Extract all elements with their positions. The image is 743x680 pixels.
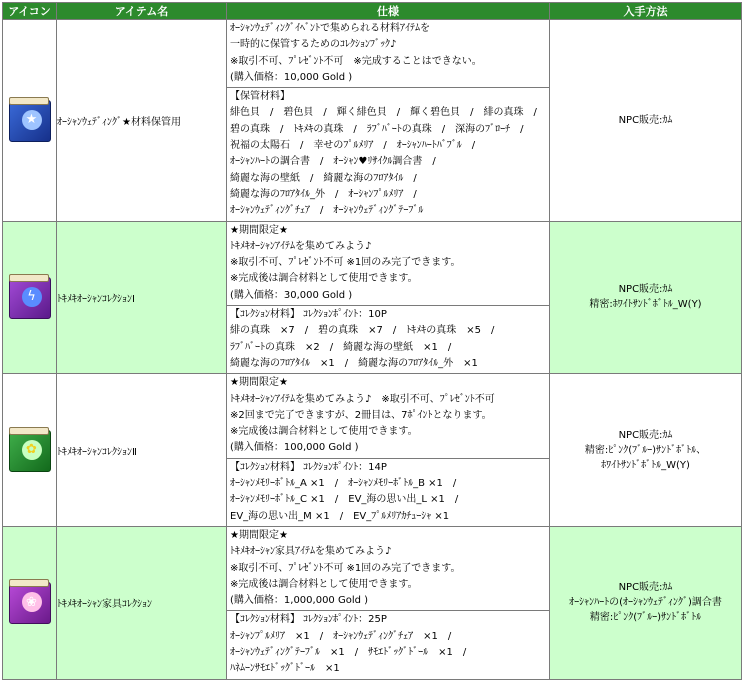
header-icon: アイコン xyxy=(3,3,57,20)
spec-cell xyxy=(227,374,550,527)
icon-cell xyxy=(3,20,57,222)
icon-cell xyxy=(3,526,57,679)
purple-book-lightning-icon: ϟ xyxy=(7,273,53,319)
spec-description: ★期間限定★ ﾄｷﾒｷｵｰｼｬﾝ家具ｱｲﾃﾑを集めてみよう♪ ※取引不可、ﾌﾟﾚｾﾞﾝﾄ不可 ※1回のみ完了できます。 ※完成後は調合材料として使用できます。 (購入価格：1,000,000 Gold ) xyxy=(227,527,549,611)
table-row xyxy=(3,20,742,222)
source-cell: NPC販売:ｶﾑ 精密:ﾎﾜｲﾄｻﾝﾄﾞﾎﾞﾄﾙ_W(Y) xyxy=(550,221,742,374)
spec-materials: 【保管材料】 緋色貝 / 碧色貝 / 輝く緋色貝 / 輝く碧色貝 / 緋の真珠 / 碧の真珠 / ﾄｷﾒｷの真珠 / ﾗﾌﾞﾊﾞｰﾄの真珠 / 深海のﾌﾞﾛｰﾁ / 祝福の太陽石 / 幸せのﾌﾟﾙﾒﾘｱ / ｵｰｼｬﾝﾊｰﾄﾊﾞﾌﾞﾙ / ｵｰｼｬﾝﾊｰﾄの調合書 / ｵｰｼｬﾝ♥ﾘｻｲｸﾙ調合書 / 綺麗な海の壁紙 / 綺麗な海のﾌﾛｱﾀｲﾙ / 綺麗な海のﾌﾛｱﾀｲﾙ_外 / ｵｰｼｬﾝﾌﾟﾙﾒﾘｱ / ｵｰｼｬﾝｳｪﾃﾞｨﾝｸﾞﾁｪｱ / ｵｰｼｬﾝｳｪﾃﾞｨﾝｸﾞﾃｰﾌﾞﾙ xyxy=(230,91,537,217)
item-table xyxy=(2,2,742,680)
spec-cell xyxy=(227,20,550,222)
source-cell: NPC販売:ｶﾑ 精密:ﾋﾟﾝｸ(ﾌﾞﾙｰ)ｻﾝﾄﾞﾎﾞﾄﾙ、 ﾎﾜｲﾄｻﾝﾄﾞﾎﾞﾄﾙ_W(Y) xyxy=(550,374,742,527)
source-cell: NPC販売:ｶﾑ ｵｰｼｬﾝﾊｰﾄの(ｵｰｼｬﾝｳｪﾃﾞｨﾝｸﾞ)調合書 精密:ﾋﾟﾝｸ(ﾌﾞﾙｰ)ｻﾝﾄﾞﾎﾞﾄﾙ xyxy=(550,526,742,679)
item-name: ｵｰｼｬﾝｳｪﾃﾞｨﾝｸﾞ★材料保管用 xyxy=(57,20,227,222)
source-cell: NPC販売:ｶﾑ xyxy=(550,20,742,222)
item-name: ﾄｷﾒｷｵｰｼｬﾝ家具ｺﾚｸｼｮﾝ xyxy=(57,526,227,679)
icon-cell xyxy=(3,374,57,527)
table-row xyxy=(3,374,742,527)
spec-description: ★期間限定★ ﾄｷﾒｷｵｰｼｬﾝｱｲﾃﾑを集めてみよう♪ ※取引不可、ﾌﾟﾚｾﾞﾝﾄ不可 ※2回まで完了できますが、2冊目は、7ﾎﾟｲﾝﾄとなります。 ※完成後は調合材料として使用できます。 (購入価格：100,000 Gold ) xyxy=(227,374,549,458)
green-book-flower-icon: ✿ xyxy=(7,426,53,472)
icon-cell xyxy=(3,221,57,374)
spec-materials: 【ｺﾚｸｼｮﾝ材料】 ｺﾚｸｼｮﾝﾎﾟｲﾝﾄ：25P ｵｰｼｬﾝﾌﾟﾙﾒﾘｱ ×1 / ｵｰｼｬﾝｳｪﾃﾞｨﾝｸﾞﾁｪｱ ×1 / ｵｰｼｬﾝｳｪﾃﾞｨﾝｸﾞﾃｰﾌﾞﾙ ×1 / ｻﾓｴﾄﾞｯｸﾞﾄﾞｰﾙ ×1 / ﾊﾈﾑｰﾝｻﾓｴﾄﾞｯｸﾞﾄﾞｰﾙ ×1 xyxy=(230,614,467,675)
purple-book-dog-icon: ❀ xyxy=(7,578,53,624)
header-spec: 仕様 xyxy=(227,3,550,20)
spec-cell xyxy=(227,526,550,679)
item-name: ﾄｷﾒｷｵｰｼｬﾝｺﾚｸｼｮﾝⅡ xyxy=(57,374,227,527)
header-source: 入手方法 xyxy=(550,3,742,20)
item-name: ﾄｷﾒｷｵｰｼｬﾝｺﾚｸｼｮﾝⅠ xyxy=(57,221,227,374)
table-row xyxy=(3,526,742,679)
spec-description: ｵｰｼｬﾝｳｪﾃﾞｨﾝｸﾞｲﾍﾞﾝﾄで集められる材料ｱｲﾃﾑを 一時的に保管するためのｺﾚｸｼｮﾝﾌﾞｯｸ♪ ※取引不可、ﾌﾟﾚｾﾞﾝﾄ不可 ※完成することはできない。 (購入価格：10,000 Gold ) xyxy=(227,20,549,88)
blue-book-star-icon: ★ xyxy=(7,96,53,142)
spec-materials: 【ｺﾚｸｼｮﾝ材料】 ｺﾚｸｼｮﾝﾎﾟｲﾝﾄ：10P 緋の真珠 ×7 / 碧の真珠 ×7 / ﾄｷﾒｷの真珠 ×5 / ﾗﾌﾞﾊﾞｰﾄの真珠 ×2 / 綺麗な海の壁紙 ×1 / 綺麗な海のﾌﾛｱﾀｲﾙ ×1 / 綺麗な海のﾌﾛｱﾀｲﾙ_外 ×1 xyxy=(230,309,495,369)
header-item-name: アイテム名 xyxy=(57,3,227,20)
spec-materials: 【ｺﾚｸｼｮﾝ材料】 ｺﾚｸｼｮﾝﾎﾟｲﾝﾄ：14P ｵｰｼｬﾝﾒﾓﾘｰﾎﾞﾄﾙ_A ×1 / ｵｰｼｬﾝﾒﾓﾘｰﾎﾞﾄﾙ_B ×1 / ｵｰｼｬﾝﾒﾓﾘｰﾎﾞﾄﾙ_C ×1 / EV_海の思い出_L ×1 / EV_海の思い出_M ×1 / EV_ﾌﾟﾙﾒﾘｱｶﾁｭｰｼｬ ×1 xyxy=(230,461,459,522)
spec-description: ★期間限定★ ﾄｷﾒｷｵｰｼｬﾝｱｲﾃﾑを集めてみよう♪ ※取引不可、ﾌﾟﾚｾﾞﾝﾄ不可 ※1回のみ完了できます。 ※完成後は調合材料として使用できます。 (購入価格：30,000 Gold ) xyxy=(227,222,549,306)
table-row xyxy=(3,221,742,374)
header-row xyxy=(3,3,742,20)
spec-cell xyxy=(227,221,550,374)
